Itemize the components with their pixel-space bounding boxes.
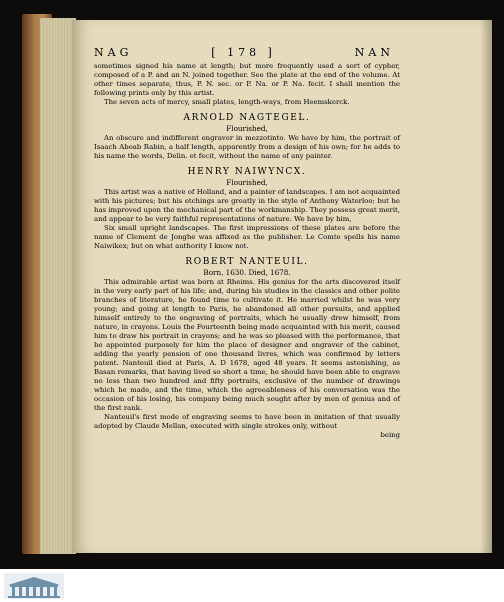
heading-nagtegel: ARNOLD NAGTEGEL. [183,113,311,123]
intro-print-item: The seven acts of mercy, small plates, length-ways, from Heemskerck. [104,98,350,106]
nanteuil-dates: Born, 1630. Died, 1678. [203,268,291,277]
nanteuil-paragraph-1: This admirable artist was born at Rheims. His genius for the arts discovered itself in the very early part of his life; and, during his studies in the classics and other polite branches of literature, he found time to cultivate it. He married whilst he was very young; and going at length to Paris, he abandoned all other pursuits, and applied himself entirely to the engraving of portraits, which he usually drew himself, from nature, in crayons. Louis the Fourteenth being made acquainted with his merit, caused him to draw his portrait in crayons; and he was so pleased with the performance, that he appointed purposely for him the place of designer and engraver of the cabinet, adding the yearly pension of one thousand livres, which was confirmed by letters patent. Nanteuil died at Paris, A. D 1678, aged 48 years. It seems astonishing, as Basan remarks, that having lived so short a time, he should have been able to engrave no less than two hundred and fifty portraits, exclusive of the number of drawings which he made, and the time, which the agreeableness of his conversation was the occasion of his losing, his company being much sought after by men of genius and of the first rank. [94,278,400,412]
running-header [94,46,394,59]
intro-paragraph: sometimes signed his name at length; but more frequently used a sort of cypher, composed of a P. and an N. joined together. See the plate at the end of the volume. At other times separate, thus, P. N. sec. or P. Na. or P. Na. fecit. I shall mention the following prints only by this artist. [94,62,400,97]
heading-naiwyncx: HENRY NAIWYNCX. [187,167,307,177]
library-logo-icon [4,573,64,599]
nagtegel-text: An obscure and indifferent engraver in mezzotinto. We have by him, the portrait of Isaach Aboab Rabin, a half length, apparently from a design of his own; for he adds to his name the words, Delin. et fecit, without the name of any painter. [94,134,400,160]
header-right: NAN [354,46,394,59]
nanteuil-paragraph-2: Nanteuil's first mode of engraving seems to have been in imitation of that usually adopted by Claude Mellan, executed with single strokes only, without [94,413,400,430]
page-body [94,62,400,440]
heading-nanteuil: ROBERT NANTEUIL. [185,257,309,267]
naiwyncx-paragraph-2: Six small upright landscapes. The first impressions of these plates are before the name of Clement de Jonghe was affixed as the publisher. Le Comte spells his name Naiwikex; but on what authority I know not. [94,224,400,250]
page-number: [ 178 ] [211,46,276,59]
nagtegel-status: Flourished, [226,124,268,133]
page-gutter-shadow [480,20,492,553]
header-left: NAG [94,46,133,59]
naiwyncx-paragraph-1: This artist was a native of Holland, and a painter of landscapes. I am not acquainted with his pictures; but his etchings are greatly in the style of Anthony Waterloo; but he has improved upon the mechanical part of the workmanship. They possess great merit, and appear to be very faithful representations of nature. We have by him, [94,188,400,223]
catchword: being [380,431,400,439]
naiwyncx-status: Flourished, [226,178,268,187]
page-edges [40,18,76,554]
